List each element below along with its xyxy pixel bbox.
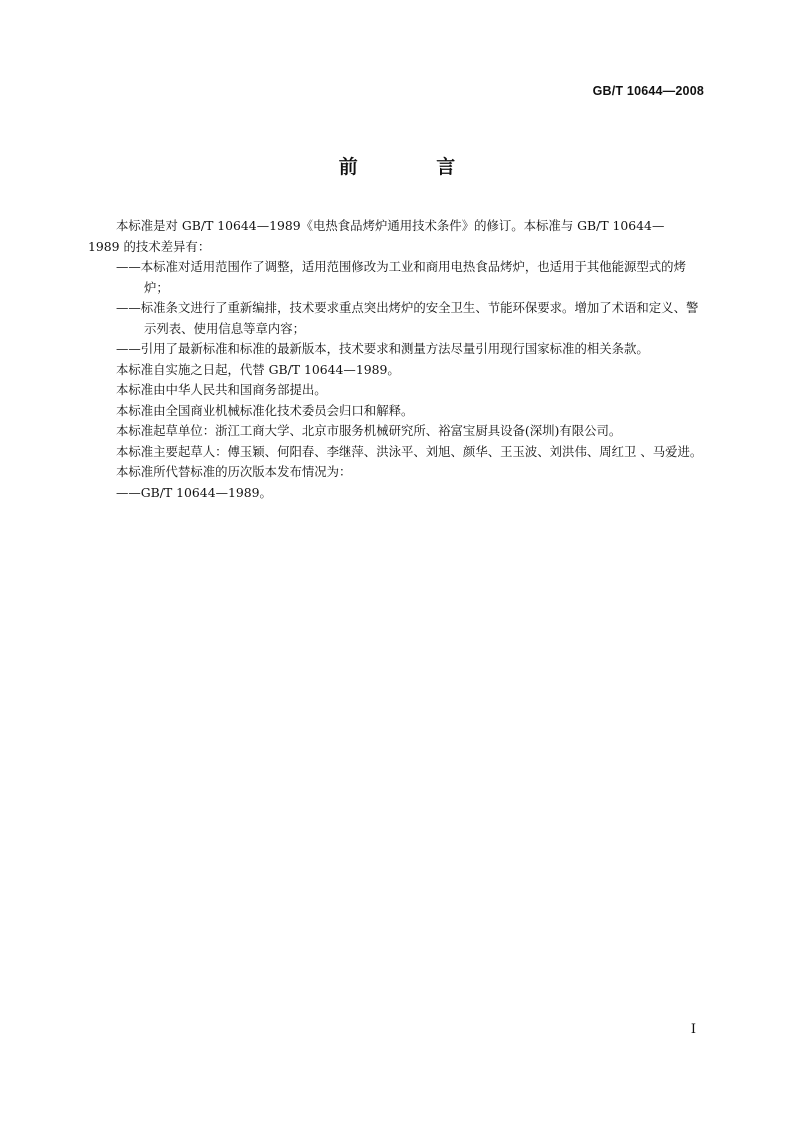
paragraph: 本标准由中华人民共和国商务部提出。 (116, 382, 327, 397)
paragraph: 本标准主要起草人：傅玉颖、何阳春、李继萍、洪泳平、刘旭、颜华、王玉波、刘洪伟、周红卫 、马爱进。 (116, 443, 703, 459)
list-item: ——GB/T 10644—1989。 (116, 484, 272, 500)
list-item: ——本标准对适用范围作了调整，适用范围修改为工业和商用电热食品烤炉，也适用于其他能源型式的烤炉； (116, 259, 686, 295)
paragraph: 本标准由全国商业机械标准化技术委员会归口和解释。 (116, 402, 414, 418)
paragraph: 本标准所代替标准的历次版本发布情况为： (116, 464, 352, 479)
paragraph: 本标准起草单位：浙江工商大学、北京市服务机械研究所、裕富宝厨具设备(深圳)有限公司。 (116, 423, 622, 438)
paragraph: 本标准自实施之日起，代替 GB/T 10644—1989。 (116, 361, 400, 377)
page-title: 前 言 (338, 156, 492, 178)
standard-code-header: GB/T 10644—2008 (592, 84, 704, 98)
list-item: ——引用了最新标准和标准的最新版本，技术要求和测量方法尽量引用现行国家标准的相关条款。 (116, 341, 649, 356)
paragraph-line: 1989 的技术差异有： (88, 238, 211, 254)
paragraph-line: 本标准是对 GB/T 10644—1989《电热食品烤炉通用技术条件》的修订。本标准与 GB/T 10644— (116, 218, 665, 233)
foreword-body (88, 216, 706, 503)
list-item: ——标准条文进行了重新编排，技术要求重点突出烤炉的安全卫生、节能环保要求。增加了术语和定义、警示列表、使用信息等章内容； (116, 300, 699, 336)
page-number: I (690, 1022, 696, 1037)
